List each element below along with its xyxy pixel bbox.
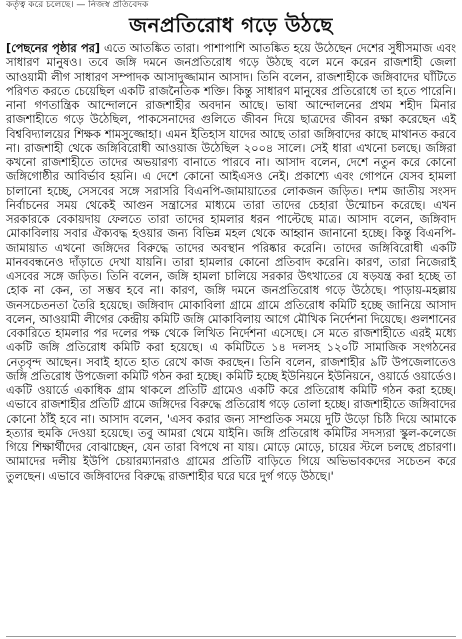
article-headline: জনপ্রতিরোধ গড়ে উঠছে [129,13,333,37]
clipping-bottom-rule [6,636,456,637]
article-body-text: এতে আতঙ্কিত তারা। পাশাপাশি আতঙ্কিত হয়ে উঠেছেন দেশের সুধীসমাজ এবং সাধারণ মানুষও। তবে জঙ্গি দমনে জনপ্রতিরোধ গড়ে উঠছে বলে মনে করেন রাজশাহী জেলা আওয়ামী লীগ সাধারণ সম্পাদক আসাদুজ্জামান আসাদ। তিনি বলেন, রাজশাহীকে জঙ্গিবাদের ঘাঁটিতে পরিণত করতে চেয়েছিল একটি রাজনৈতিক শক্তি। কিন্তু সাধারণ মানুষের প্রতিরোধে তা হতে পারেনি। নানা গণতান্ত্রিক আন্দোলনে রাজশাহীর অবদান আছে। ভাষা আন্দোলনের প্রথম শহীদ মিনার রাজশাহীতে গড়ে উঠেছিল, পাকসেনাদের গুলিতে জীবন দিয়ে ছাত্রদের জীবন রক্ষা করেছেন এই বিশ্ববিদ্যালয়ের শিক্ষক শামসুজ্জোহা। এমন ইতিহাস যাদের আছে তারা জঙ্গিবাদের কাছে মাথানত করবে না। রাজশাহী থেকে জঙ্গিবিরোধী আওয়াজ উঠেছিল ২০০৪ সালে। সেই ধারা এখনো চলছে। জঙ্গিরা কখনো রাজশাহীতে তাদের অভয়ারণ্য বানাতে পারবে না। আসাদ বলেন, দেশে নতুন করে কোনো জঙ্গিগোষ্ঠীর আবির্ভাব হয়নি। এ দেশে কোনো আইএসও নেই। প্রকাশ্যে এবং গোপনে যেসব হামলা চালানো হচ্ছে, সেসবের সঙ্গে সরাসরি বিএনপি-জামায়াতের লোকজন জড়িত। দশম জাতীয় সংসদ নির্বাচনের সময় থেকেই আগুন সন্ত্রাসের মাধ্যমে তারা তাদের চেহারা উন্মোচন করেছে। এখন সরকারকে বেকায়দায় ফেলতে তারা তাদের হামলার ধরন পাল্টেছে মাত্র। আসাদ বলেন, জঙ্গিবাদ মোকাবিলায় সবার ঐক্যবদ্ধ হওয়ার জন্য বিভিন্ন মহল থেকে আহ্বান জানানো হচ্ছে। কিন্তু বিএনপি-জামায়াত এখনো জঙ্গিদের বিরুদ্ধে তাদের অবস্থান পরিষ্কার করেনি। তাদের জঙ্গিবিরোধী একটি মানববন্ধনেও দাঁড়াতে দেখা যায়নি। তারা হামলার কোনো প্রতিবাদ করেনি। কারণ, তারা নিজেরাই এসবের সঙ্গে জড়িত। তিনি বলেন, জঙ্গি হামলা চালিয়ে সরকার উৎখাতের যে ষড়যন্ত্র করা হচ্ছে তা হোক না কেন, তা সম্ভব হবে না। কারণ, জঙ্গি দমনে জনপ্রতিরোধ গড়ে উঠেছে। পাড়ায়-মহল্লায় জনসচেতনতা তৈরি হয়েছে। জঙ্গিবাদ মোকাবিলা গ্রামে গ্রামে প্রতিরোধ কমিটি হচ্ছে জানিয়ে আসাদ বলেন, আওয়ামী লীগের কেন্দ্রীয় কমিটি জঙ্গি মোকাবিলায় আগে মৌখিক নির্দেশনা দিয়েছে। গুলশানের বেকারিতে হামলার পর দলের পক্ষ থেকে লিখিত নির্দেশনা এসেছে। সে মতে রাজশাহীতে এরই মধ্যে একটি জঙ্গি প্রতিরোধ কমিটি করা হয়েছে। এ কমিটিতে ১৪ দলসহ ১২০টি সামাজিক সংগঠনের নেতৃবৃন্দ আছেন। সবাই হাতে হাত রেখে কাজ করছেন। তিনি বলেন, রাজশাহীর ৯টি উপজেলাতেও জঙ্গি প্রতিরোধ উপজেলা কমিটি গঠন করা হচ্ছে। কমিটি হচ্ছে ইউনিয়নে ইউনিয়নে, ওয়ার্ডে ওয়ার্ডেও। একটি ওয়ার্ডে একাধিক গ্রাম থাকলে প্রতিটি গ্রামেও একটি করে প্রতিরোধ কমিটি গঠন করা হচ্ছে। এভাবে রাজশাহীর প্রতিটি গ্রামে জঙ্গিদের বিরুদ্ধে প্রতিরোধ গড়ে তোলা হচ্ছে। রাজশাহীতে জঙ্গিবাদের কোনো ঠাঁই হবে না। আসাদ বলেন, 'এসব করার জন্য সাম্প্রতিক সময়ে দুটি উড়ো চিঠি দিয়ে আমাকে হত্যার হুমকি দেওয়া হয়েছে। তবু আমরা থেমে যাইনি। জঙ্গি প্রতিরোধ কমিটির সদস্যরা স্কুল-কলেজে গিয়ে শিক্ষার্থীদের বোঝাচ্ছেন, যেন তারা বিপথে না যায়। মোড়ে মোড়ে, চায়ের স্টলে চলছে প্রচারণা। আমাদের দলীয় ইউপি চেয়ারম্যানরাও গ্রামের প্রতিটি বাড়িতে গিয়ে অভিভাবকদের সচেতন করে তুলছেন। এভাবে জঙ্গিবাদের বিরুদ্ধে রাজশাহীর ঘরে ঘরে দুর্গ গড়ে উঠছে।' [6,42,457,483]
article-body [6,42,456,484]
previous-article-cut-line: কর্তৃত্ব করে চলেছে। — নিজস্ব প্রতিবেদক [6,0,149,10]
continued-from-label: [পেছনের পৃষ্ঠার পর] [6,42,101,55]
